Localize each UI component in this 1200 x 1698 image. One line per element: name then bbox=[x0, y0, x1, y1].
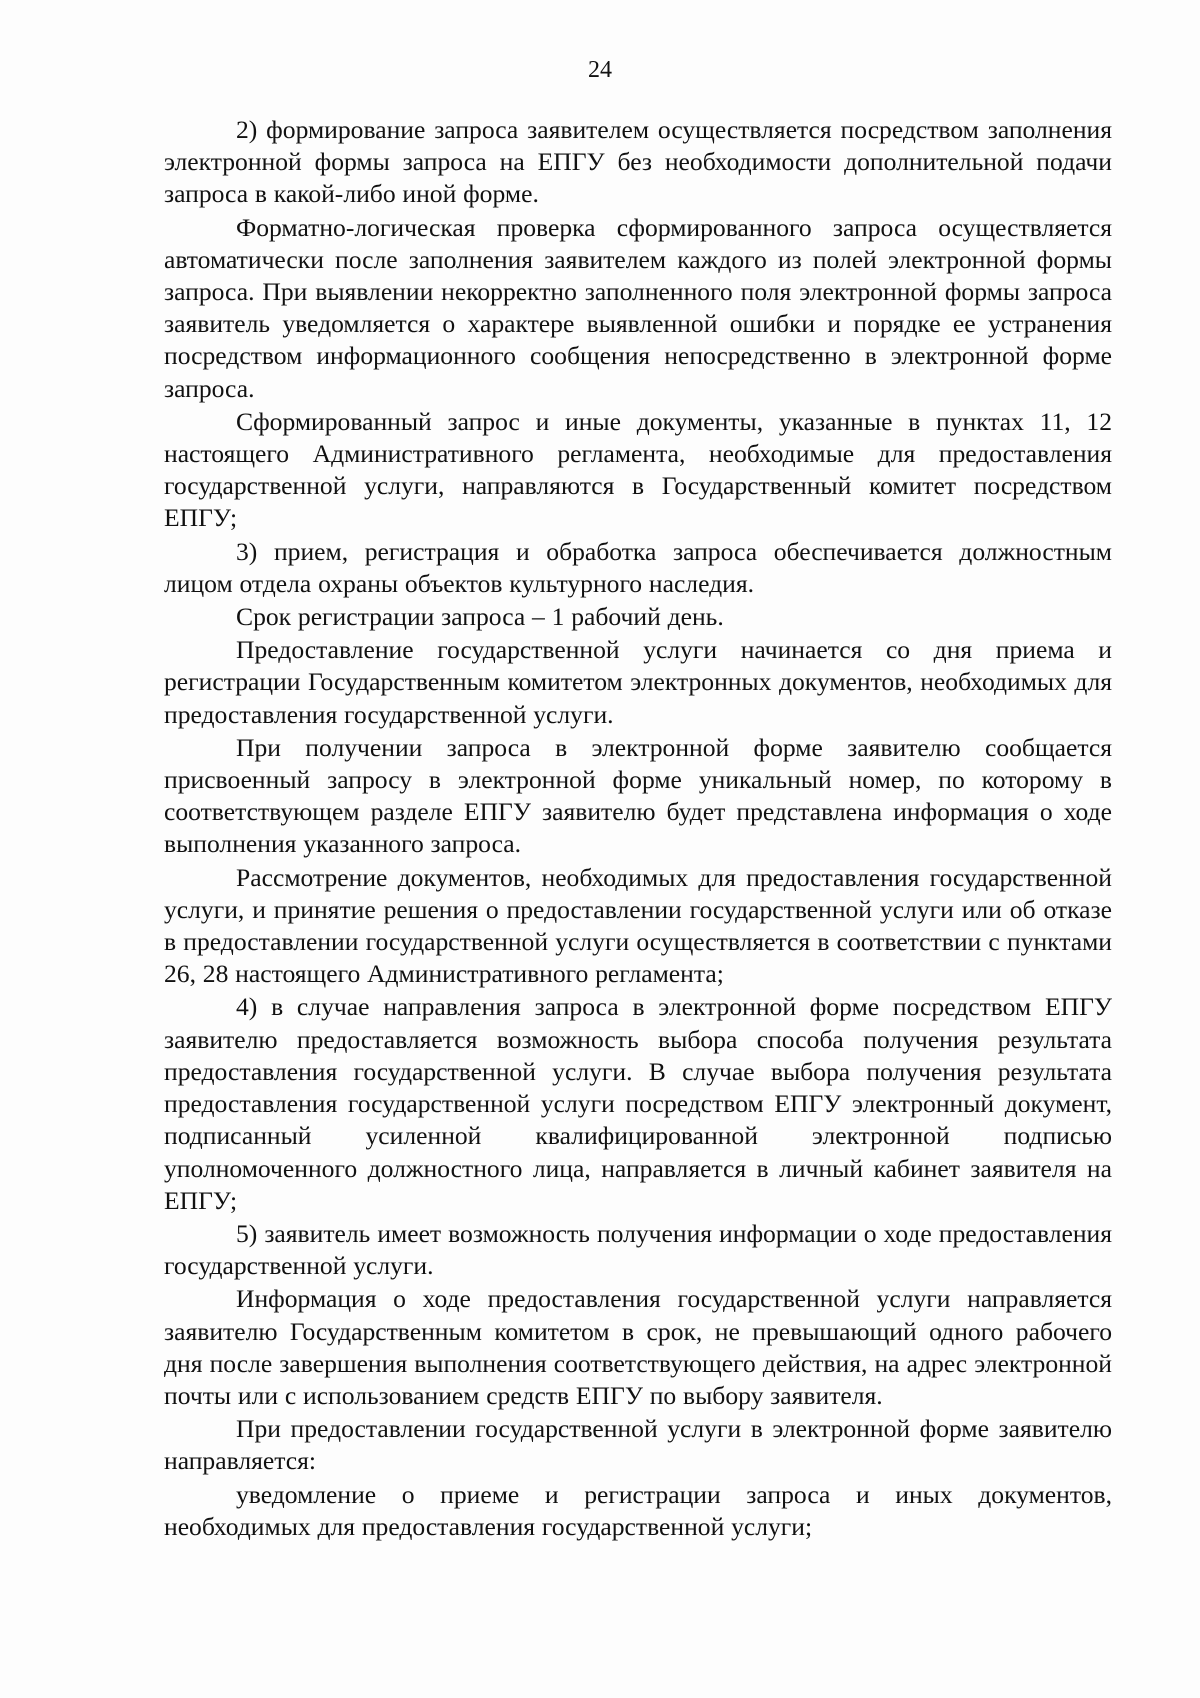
paragraph: 3) прием, регистрация и обработка запроса обеспечивается должностным лицом отдела охраны объектов культурного наследия. bbox=[164, 536, 1112, 598]
paragraph: При предоставлении государственной услуги в электронной форме заявителю направляется: bbox=[164, 1414, 1112, 1476]
paragraph: 5) заявитель имеет возможность получения информации о ходе предоставления государственной услуги. bbox=[164, 1218, 1112, 1281]
paragraph: При получении запроса в электронной форме заявителю сообщается присвоенный запросу в электронной форме уникальный номер, по которому в соответствующем разделе ЕПГУ заявителю будет представлена информация о ходе выполнения указанного запроса. bbox=[164, 732, 1112, 859]
document-body bbox=[164, 114, 1112, 1543]
paragraph: уведомление о приеме и регистрации запроса и иных документов, необходимых для предоставления государственной услуги; bbox=[164, 1479, 1112, 1541]
page-number: 24 bbox=[588, 57, 612, 83]
paragraph: Рассмотрение документов, необходимых для предоставления государственной услуги, и принятие решения о предоставлении государственной услуги или об отказе в предоставлении государственной услуги осуществляется в соответствии с пунктами 26, 28 настоящего Административного регламента; bbox=[164, 862, 1112, 989]
paragraph: Срок регистрации запроса – 1 рабочий день. bbox=[236, 602, 724, 632]
paragraph: 2) формирование запроса заявителем осуществляется посредством заполнения электронной формы запроса на ЕПГУ без необходимости дополнительной подачи запроса в какой-либо иной форме. bbox=[164, 115, 1112, 209]
paragraph: Сформированный запрос и иные документы, указанные в пунктах 11, 12 настоящего Административного регламента, необходимые для предоставления государственной услуги, направляются в Государственный комитет посредством ЕПГУ; bbox=[164, 406, 1112, 533]
paragraph: 4) в случае направления запроса в электронной форме посредством ЕПГУ заявителю предоставляется возможность выбора способа получения результата предоставления государственной услуги. В случае выбора получения результата предоставления государственной услуги посредством ЕПГУ электронный документ, подписанный усиленной квалифицированной электронной подписью уполномоченного должностного лица, направляется в личный кабинет заявителя на ЕПГУ; bbox=[164, 992, 1112, 1215]
paragraph: Форматно-логическая проверка сформированного запроса осуществляется автоматически после заполнения заявителем каждого из полей электронной формы запроса. При выявлении некорректно заполненного поля электронной формы запроса заявитель уведомляется о характере выявленной ошибки и порядке ее устранения посредством информационного сообщения непосредственно в электронной форме запроса. bbox=[164, 212, 1112, 403]
paragraph: Информация о ходе предоставления государственной услуги направляется заявителю Государственным комитетом в срок, не превышающий одного рабочего дня после завершения выполнения соответствующего действия, на адрес электронной почты или с использованием средств ЕПГУ по выбору заявителя. bbox=[164, 1284, 1112, 1410]
paragraph: Предоставление государственной услуги начинается со дня приема и регистрации Государственным комитетом электронных документов, необходимых для предоставления государственной услуги. bbox=[164, 635, 1112, 729]
